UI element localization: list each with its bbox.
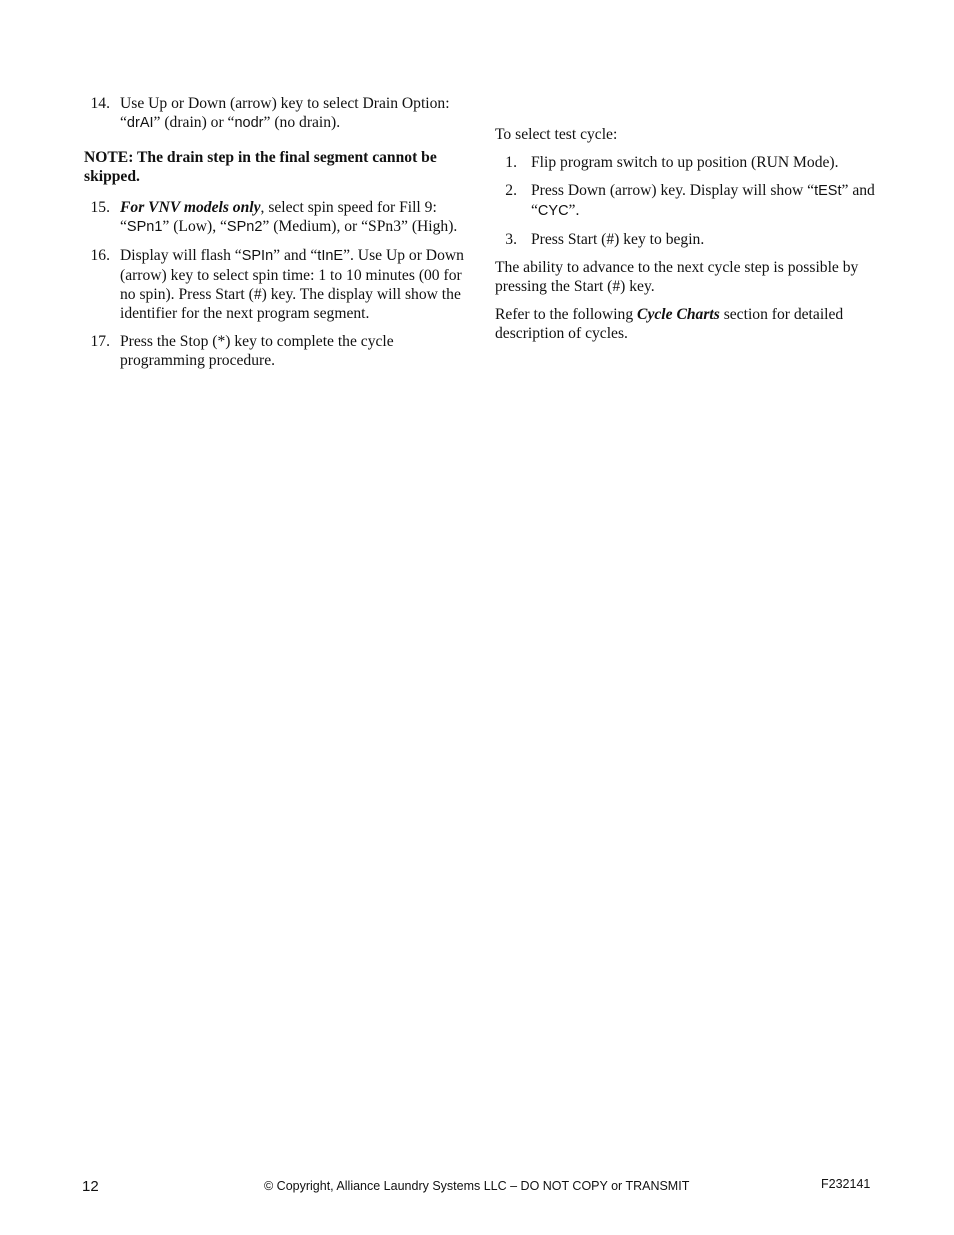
programming-steps-list [84, 94, 464, 133]
display-code: SPn1 [126, 219, 163, 235]
step-text: Use Up or Down (arrow) key to select Drain Option: “ [120, 95, 450, 131]
paragraph-text: Refer to the following [495, 306, 638, 323]
paragraph-text: section for detailed description of cycles. [495, 306, 844, 342]
step-16 [84, 246, 464, 323]
step-text: Press Start (#) key to begin. [531, 231, 705, 248]
step-15 [84, 198, 464, 237]
step-17 [84, 332, 464, 370]
step-text: ” (Medium), or “SPn3” (High). [262, 218, 458, 235]
programming-steps-list-continued [84, 198, 464, 370]
cycle-charts-emphasis: Cycle Charts [637, 306, 720, 323]
display-code: drAI [126, 115, 154, 131]
step-text: ” (Low), “ [162, 218, 227, 235]
display-code: SPIn [241, 248, 274, 264]
display-code: SPn2 [226, 219, 263, 235]
test-cycle-intro: To select test cycle: [495, 126, 618, 143]
step-number: 17. [90, 333, 110, 350]
step-text: Display will flash “ [120, 247, 242, 264]
cycle-charts-reference [495, 305, 880, 343]
display-code: tInE [317, 248, 344, 264]
display-code: tESt [814, 183, 842, 199]
step-text: ” (drain) or “ [153, 114, 235, 131]
test-step-3 [495, 230, 880, 249]
step-number: 16. [90, 247, 110, 264]
step-number: 3. [505, 231, 517, 248]
advance-cycle-paragraph: The ability to advance to the next cycle step is possible by pressing the Start (#) key. [495, 259, 859, 295]
step-text: , select spin speed for Fill 9: “ [120, 199, 437, 235]
step-number: 14. [90, 95, 110, 112]
test-step-1 [495, 153, 880, 172]
step-text: ”. [568, 202, 580, 219]
page-number: 12 [82, 1178, 99, 1195]
step-number: 15. [90, 199, 110, 216]
step-number: 2. [505, 182, 517, 199]
test-step-2 [495, 181, 880, 221]
step-number: 1. [505, 154, 517, 171]
step-text: Press the Stop (*) key to complete the cycle programming procedure. [120, 333, 394, 369]
step-text: ” and “ [273, 247, 318, 264]
document-code: F232141 [821, 1177, 871, 1191]
step-text: ” (no drain). [263, 114, 341, 131]
test-cycle-steps-list [495, 153, 880, 249]
display-code: CYC [537, 203, 569, 219]
copyright-notice: © Copyright, Alliance Laundry Systems LLC – DO NOT COPY or TRANSMIT [264, 1179, 690, 1193]
step-14 [84, 94, 464, 133]
step-text: Flip program switch to up position (RUN Mode). [531, 154, 839, 171]
left-column [84, 94, 464, 379]
step-text: Press Down (arrow) key. Display will show “ [531, 182, 815, 199]
vnv-models-emphasis: For VNV models only [120, 199, 261, 216]
step-text: ” and “ [531, 182, 875, 219]
right-column [495, 125, 880, 352]
display-code: nodr [234, 115, 264, 131]
note-drain-step: NOTE: The drain step in the final segment cannot be skipped. [84, 149, 437, 185]
step-text: ”. Use Up or Down (arrow) key to select spin time: 1 to 10 minutes (00 for no spin). Press Start (#) key. The display will show the identifier for the next program segment. [120, 247, 464, 322]
